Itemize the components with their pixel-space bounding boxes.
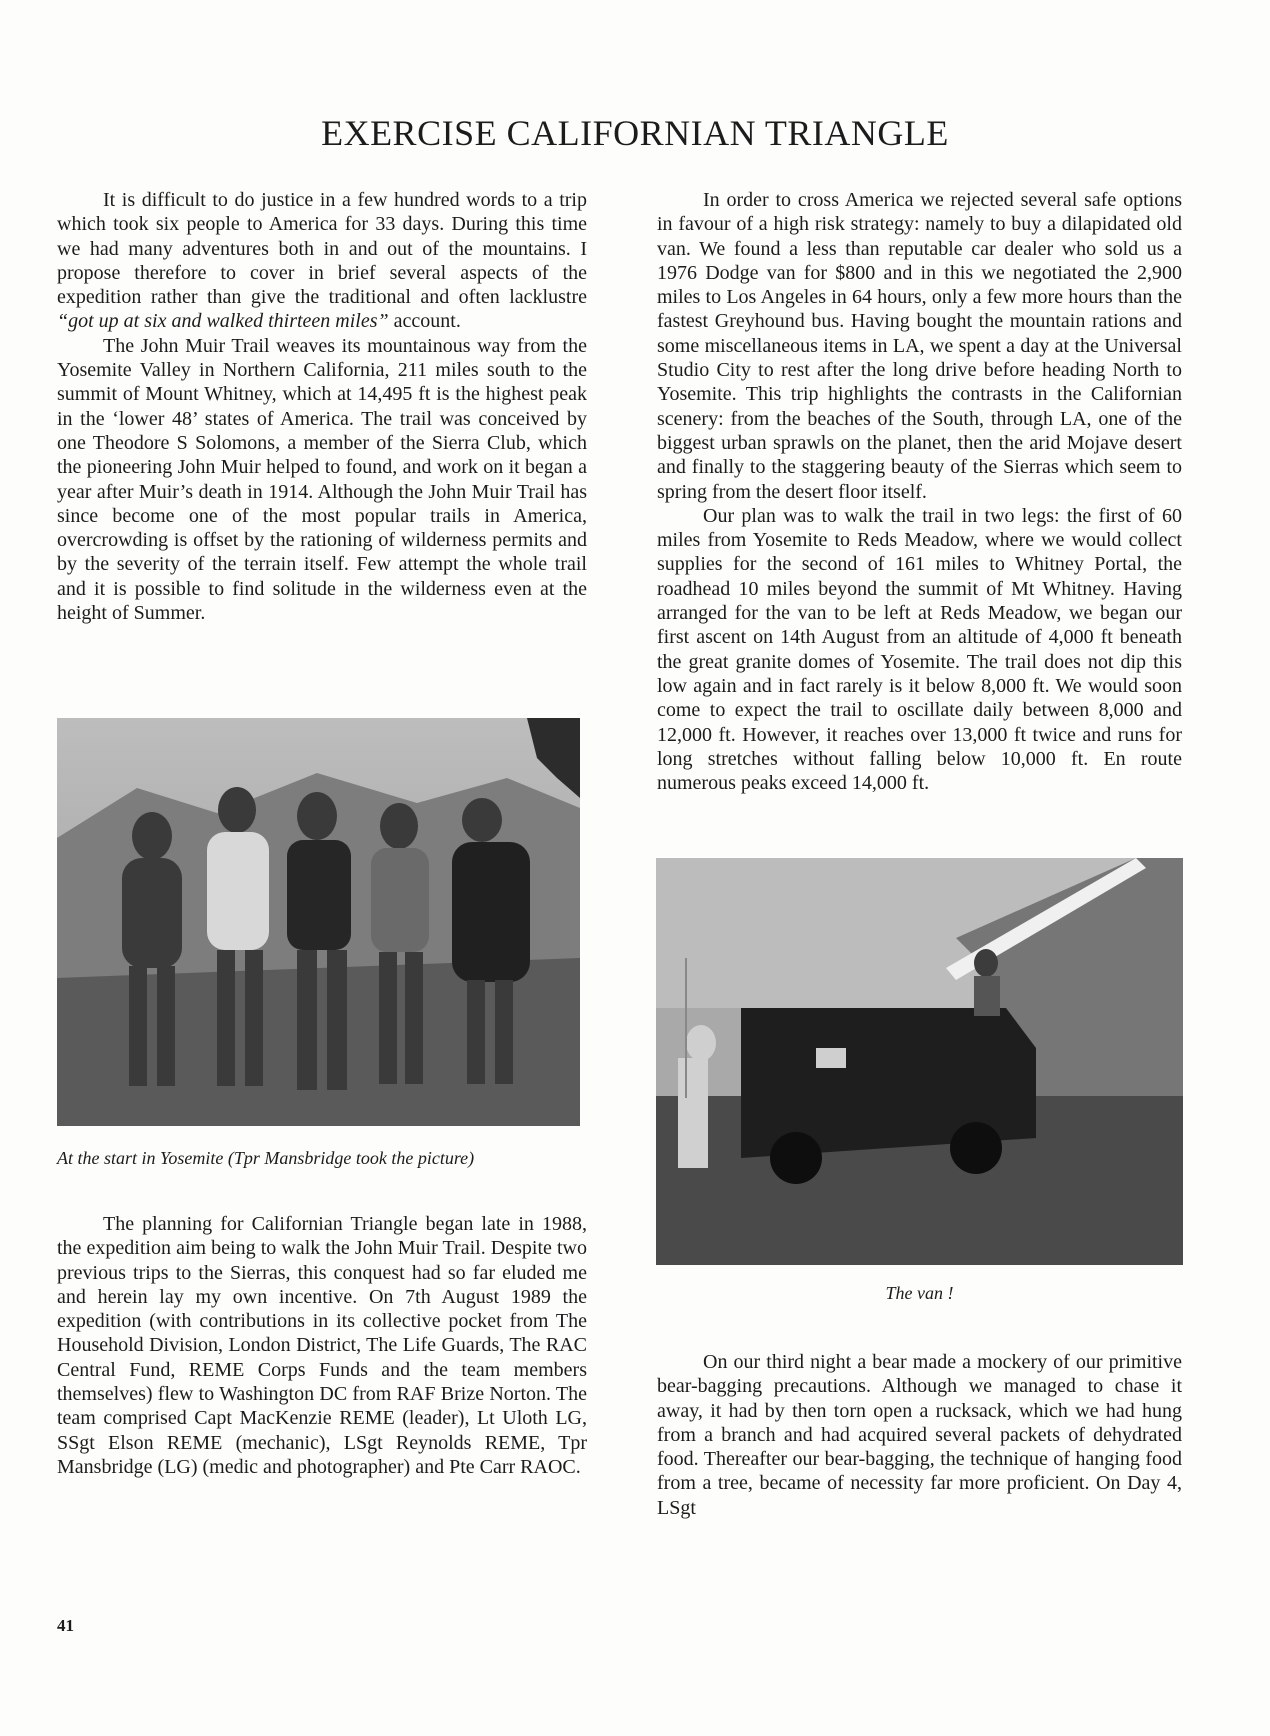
paragraph-intro [57, 188, 587, 334]
paragraph-plan: Our plan was to walk the trail in two legs: the first of 60 miles from Yosemite to Reds Meadow, where we would collect supplies for the second of 161 miles to Whitney Portal, the roadhead 10 miles beyond the summit of Mt Whitney. Having arranged for the van to be left at Reds Meadow, we began our first ascent on 14th August from an altitude of 4,000 ft beneath the great granite domes of Yosemite. The trail does not dip this low again and in fact rarely is it below 8,000 ft. We would soon come to expect the trail to oscillate daily between 8,000 and 12,000 ft. However, it reaches over 13,000 ft twice and runs for long stretches without falling below 10,000 ft. En route numerous peaks exceed 14,000 ft. [657, 504, 1182, 795]
paragraph-trail: The John Muir Trail weaves its mountainous way from the Yosemite Valley in Northern California, 211 miles south to the summit of Mount Whitney, which at 14,495 ft is the highest peak in the ‘lower 48’ states of America. The trail was conceived by one Theodore S Solomons, a member of the Sierra Club, which the pioneering John Muir helped to found, and work on it began a year after Muir’s death in 1914. Although the John Muir Trail has since become one of the most popular trails in America, overcrowding is offset by the rationing of wilderness permits and by the severity of the terrain itself. Few attempt the whole trail and it is possible to find solitude in the wilderness even at the height of Summer. [57, 334, 587, 625]
paragraph-van: In order to cross America we rejected several safe options in favour of a high risk strategy: namely to buy a dilapidated old van. We found a less than reputable car dealer who sold us a 1976 Dodge van for $800 and in this we negotiated the 2,900 miles to Los Angeles in 64 hours, only a few more hours than the fastest Greyhound bus. Having bought the mountain rations and some miscellaneous items in LA, we spent a day at the Universal Studio City to rest after the long drive before heading North to Yosemite. This trip highlights the contrasts in the Californian scenery: from the beaches of the South, through LA, one of the biggest urban sprawls on the planet, then the arid Mojave desert and finally to the staggering beauty of the Sierras which seem to spring from the desert floor itself. [657, 189, 1182, 503]
van-photo [656, 858, 1183, 1265]
page-number: 41 [57, 1616, 74, 1635]
van-photo-caption: The van ! [885, 1283, 954, 1303]
paragraph-intro-end: account. [388, 310, 461, 333]
right-column-bottom [657, 1350, 1182, 1520]
left-column-bottom [57, 1212, 587, 1479]
group-photo [57, 718, 580, 1126]
right-column-top [657, 188, 1182, 795]
article-title: EXERCISE CALIFORNIAN TRIANGLE [321, 113, 949, 153]
paragraph-planning: The planning for Californian Triangle began late in 1988, the expedition aim being to walk the John Muir Trail. Despite two previous trips to the Sierras, this conquest had so far eluded me and herein lay my own incentive. On 7th August 1989 the expedition (with contributions in its collective pocket from The Household Division, London District, The Life Guards, The RAC Central Fund, REME Corps Funds and the team members themselves) flew to Washington DC from RAF Brize Norton. The team comprised Capt MacKenzie REME (leader), Lt Uloth LG, SSgt Elson REME (mechanic), LSgt Reynolds REME, Tpr Mansbridge (LG) (medic and photographer) and Pte Carr RAOC. [57, 1213, 587, 1478]
group-photo-caption: At the start in Yosemite (Tpr Mansbridge took the picture) [57, 1148, 475, 1168]
group-photo-image [57, 718, 580, 1126]
paragraph-intro-text: It is difficult to do justice in a few hundred words to a trip which took six people to America for 33 days. During this time we had many adventures both in and out of the mountains. I propose therefore to cover in brief several aspects of the expedition rather than give the traditional and often lacklustre [57, 189, 587, 309]
paragraph-intro-quote: “got up at six and walked thirteen miles” [57, 310, 389, 333]
van-photo-image [656, 858, 1183, 1265]
paragraph-bear: On our third night a bear made a mockery of our primitive bear-bagging precautions. Although we managed to chase it away, it had by then torn open a rucksack, which we had hung from a branch and had acquired several packets of dehydrated food. Thereafter our bear-bagging, the technique of hanging food from a tree, became of necessity far more proficient. On Day 4, LSgt [657, 1351, 1182, 1519]
left-column-top [57, 188, 587, 625]
